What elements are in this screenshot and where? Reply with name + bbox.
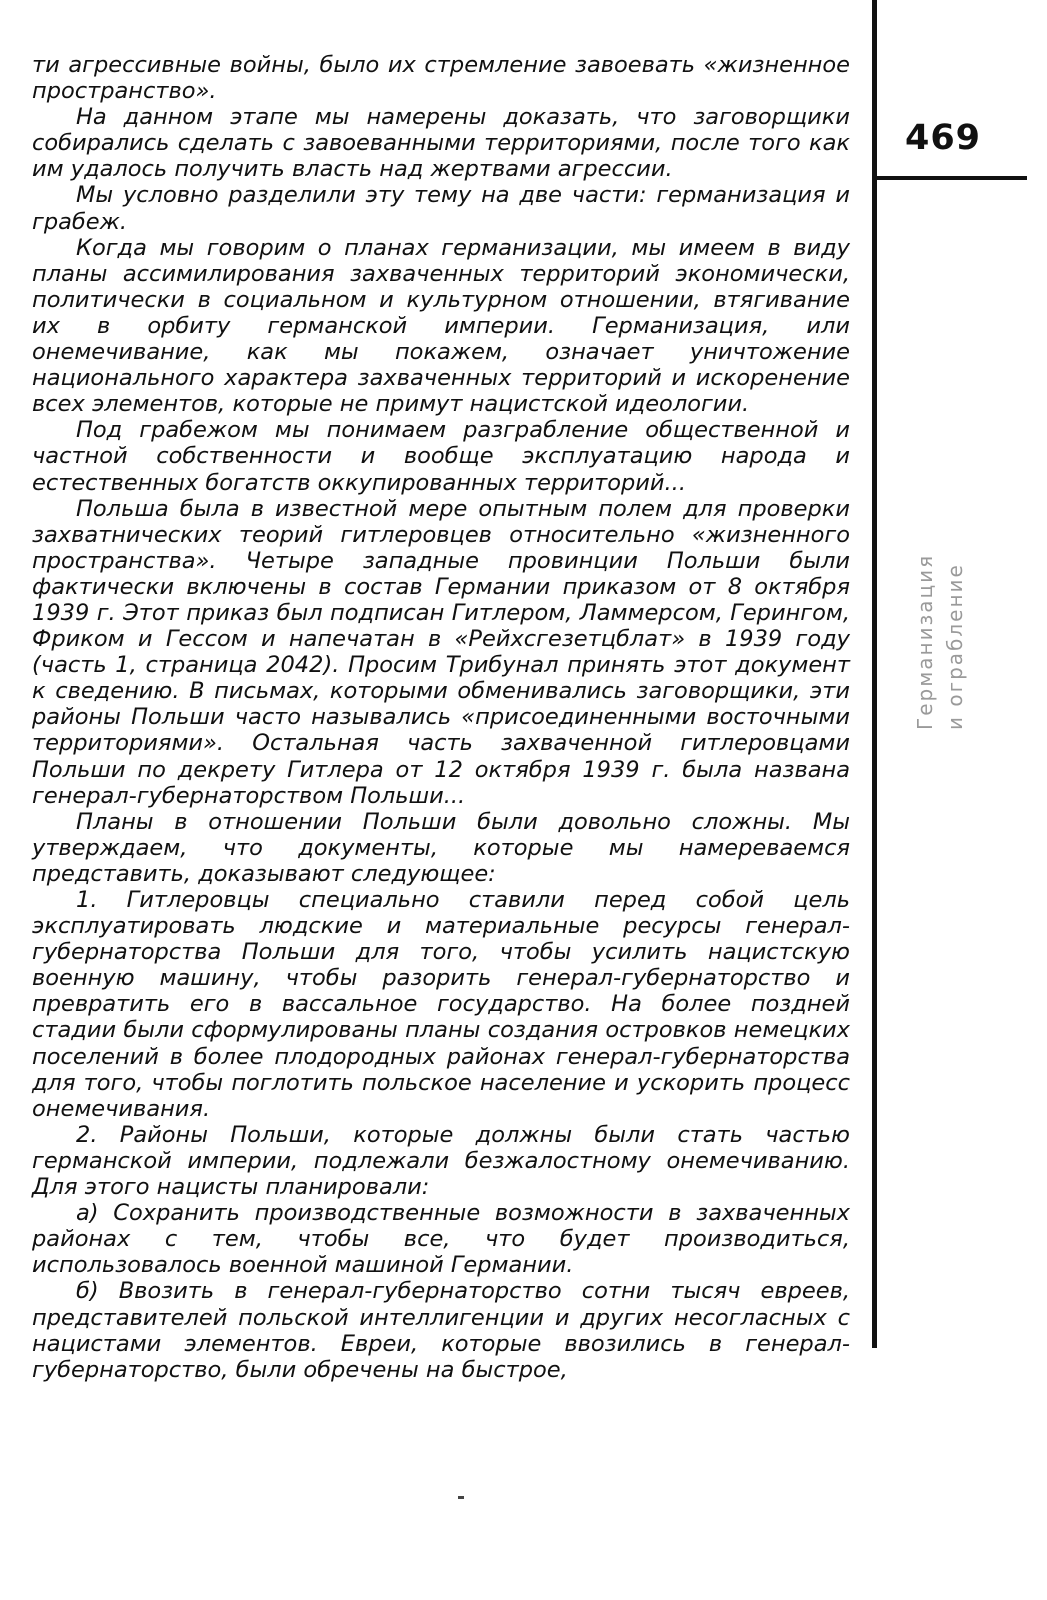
paragraph: 2. Районы Польши, которые должны были стать частью германской империи, подлежали безжалостному онемечиванию. Для этого нацисты планировали: <box>32 1121 850 1201</box>
paragraph: Когда мы говорим о планах германизации, мы имеем в виду планы ассимилирования захваченных территорий экономически, политически в социальном и культурном отношении, втягивание их в орбиту германской империи. Германизация, или онемечивание, как мы покажем, означает уничтожение национального характера захваченных территорий и искоренение всех элементов, которые не примут нацистской идеологии. <box>32 234 850 418</box>
paragraph: 1. Гитлеровцы специально ставили перед собой цель эксплуатировать людские и материальные ресурсы генерал-губернаторства Польши для того, чтобы усилить нацистскую военную машину, чтобы разорить генерал-губернаторство и превратить его в вассальное государство. На более поздней стадии были сформулированы планы создания островков немецких поселений в более плодородных районах генерал-губернаторства для того, чтобы поглотить польское население и ускорить процесс онемечивания. <box>32 887 850 1122</box>
paragraph: Планы в отношении Польши были довольно сложны. Мы утверждаем, что документы, которые мы намереваемся представить, доказывают следующее: <box>32 808 850 887</box>
running-title <box>910 200 1006 730</box>
paragraph: а) Сохранить производственные возможности в захваченных районах с тем, чтобы все, что будет производиться, использовалось военной машиной Германии. <box>32 1200 850 1279</box>
paragraph: ти агрессивные войны, было их стремление завоевать «жизненное пространство». <box>32 52 850 105</box>
page-number: 469 <box>904 118 982 158</box>
running-title-line: Германизация <box>913 553 937 730</box>
running-title-line: и ограбление <box>943 563 967 730</box>
body-text <box>32 52 850 1383</box>
paragraph: На данном этапе мы намерены доказать, что заговорщики собирались сделать с завоеванными территориями, после того как им удалось получить власть над жертвами агрессии. <box>32 104 850 183</box>
bottom-mark <box>458 1496 464 1499</box>
paragraph: Польша была в известной мере опытным полем для проверки захватнических теорий гитлеровцев относительно «жизненного пространства». Четыре западные провинции Польши были фактически включены в состав Германии приказом от 8 октября 1939 г. Этот приказ был подписан Гитлером, Ламмерсом, Герингом, Фриком и Гессом и напечатан в «Рейхсгезетцблат» в 1939 году (часть 1, страница 2042). Просим Трибунал принять этот документ к сведению. В письмах, которыми обменивались заговорщики, эти районы Польши часто назывались «присоединенными восточными территориями». Остальная часть захваченной гитлеровцами Польши по декрету Гитлера от 12 октября 1939 г. была названа генерал-губернаторством Польши... <box>32 495 850 809</box>
header-rule <box>877 176 1027 180</box>
paragraph: б) Ввозить в генерал-губернаторство сотни тысяч евреев, представителей польской интеллигенции и других несогласных с нацистами элементов. Евреи, которые ввозились в генерал-губернаторство, были обречены на быстрое, <box>32 1278 850 1383</box>
margin-rule <box>872 0 877 1348</box>
paragraph: Мы условно разделили эту тему на две части: германизация и грабеж. <box>32 182 850 235</box>
paragraph: Под грабежом мы понимаем разграбление общественной и частной собственности и вообще эксплуатацию народа и естественных богатств оккупированных территорий... <box>32 417 850 496</box>
